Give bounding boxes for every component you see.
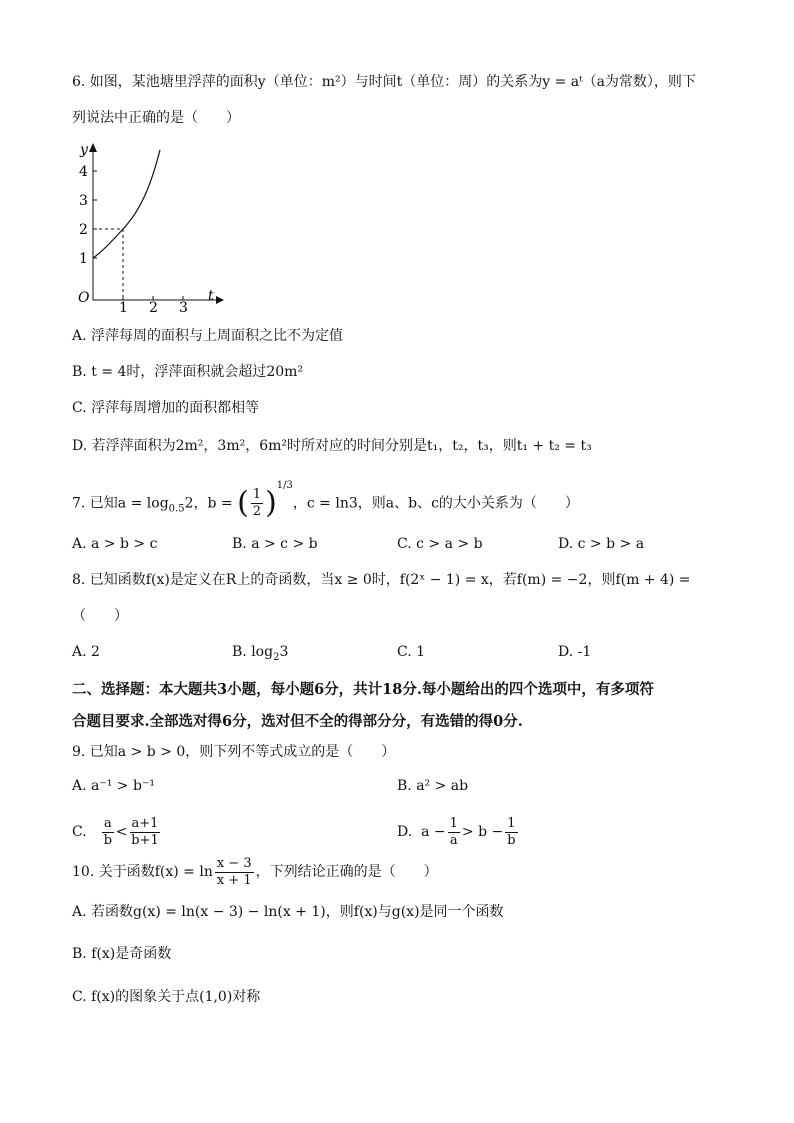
q10-stem: 10. 关于函数f(x) = ln $\frac{x - 3}{x + 1}$ ，下列结论正确的是（ ）: [72, 855, 438, 888]
section2-heading-line1: 二、选择题：本大题共3小题，每小题6分，共计18分.每小题给出的四个选项中，有多项符: [72, 681, 654, 698]
q10-option-a: A. 若函数g(x) = ln(x − 3) − ln(x + 1)，则f(x)与g(x)是同一个函数: [72, 904, 504, 920]
section2-heading-line2: 合题目要求.全部选对得6分，选对但不全的得部分分，有选错的得0分.: [72, 713, 523, 730]
q6-option-b: B. t = 4时，浮萍面积就会超过20m²: [72, 364, 304, 380]
q7-option-c: C. c > a > b: [397, 536, 483, 552]
q7-log-base: 0.5: [168, 503, 185, 515]
q6-xtick-1: 1: [119, 300, 128, 315]
q6-xtick-2: 2: [149, 300, 158, 315]
q7-stem-mid: 2，b =: [184, 495, 233, 512]
q9-option-c: C. $\frac{a}{b}$ < $\frac{a+1}{b+1}$: [72, 815, 159, 848]
q7-option-b: B. a > c > b: [232, 536, 318, 552]
q6-ytick-2: 2: [79, 222, 88, 238]
q7-option-d: D. c > b > a: [558, 536, 645, 552]
q6-ytick-3: 3: [79, 193, 88, 209]
q10-option-b: B. f(x)是奇函数: [72, 946, 172, 962]
q8-stem-line1: 8. 已知函数f(x)是定义在R上的奇函数，当x ≥ 0时，f(2ˣ − 1) = x，若f(m) = −2，则f(m + 4) =: [72, 572, 691, 588]
q6-graph: [66, 140, 226, 315]
q6-ytick-1: 1: [79, 251, 88, 267]
q9-stem: 9. 已知a > b > 0，则下列不等式成立的是（ ）: [72, 744, 396, 760]
q7-stem: 7. 已知$a = \log_{0.5}2$，b = ( $\frac{1}{2}$ )$^{1/3}$，c = ln3，则a、b、c的大小关系为（ ）: [72, 480, 579, 521]
q8-option-a: A. 2: [72, 644, 100, 660]
q9-option-d: D. a − $\frac{1}{a}$ > b − $\frac{1}{b}$: [397, 815, 516, 848]
q6-xtick-3: 3: [179, 300, 188, 315]
q7-fraction: $\frac{1}{2}$: [252, 487, 262, 520]
q8-option-b: B. $\log_23$: [232, 644, 289, 663]
q6-origin: O: [78, 290, 90, 306]
q7-stem-pre: 7. 已知a = log: [72, 495, 169, 512]
q7-stem-post: ，c = ln3，则a、b、c的大小关系为（ ）: [292, 495, 579, 512]
q6-option-d: D. 若浮萍面积为2m²，3m²，6m²时所对应的时间分别是t₁，t₂，t₃，则t₁ + t₂ = t₃: [72, 438, 592, 454]
q7-option-a: A. a > b > c: [72, 536, 158, 552]
q10-option-c: C. f(x)的图象关于点(1,0)对称: [72, 989, 261, 1005]
q6-xlabel: t: [208, 288, 214, 304]
q6-curve: [93, 150, 160, 258]
q8-option-c: C. 1: [397, 644, 426, 660]
q6-stem-line2: 列说法中正确的是（ ）: [72, 110, 240, 126]
q6-option-c: C. 浮萍每周增加的面积都相等: [72, 400, 260, 416]
q6-stem-line1: 6. 如图，某池塘里浮萍的面积y（单位：m²）与时间t（单位：周）的关系为y = aᵗ（a为常数），则下: [72, 74, 696, 90]
q6-ytick-4: 4: [79, 164, 88, 180]
q6-ylabel: y: [80, 142, 88, 158]
q6-option-a: A. 浮萍每周的面积与上周面积之比不为定值: [72, 328, 344, 344]
q7-exponent: 1/3: [276, 480, 293, 491]
q9-option-b: B. a² > ab: [397, 778, 469, 794]
q8-stem-line2: （ ）: [72, 608, 128, 624]
q8-option-d: D. -1: [558, 644, 592, 660]
q9-option-a: A. a⁻¹ > b⁻¹: [72, 778, 155, 794]
